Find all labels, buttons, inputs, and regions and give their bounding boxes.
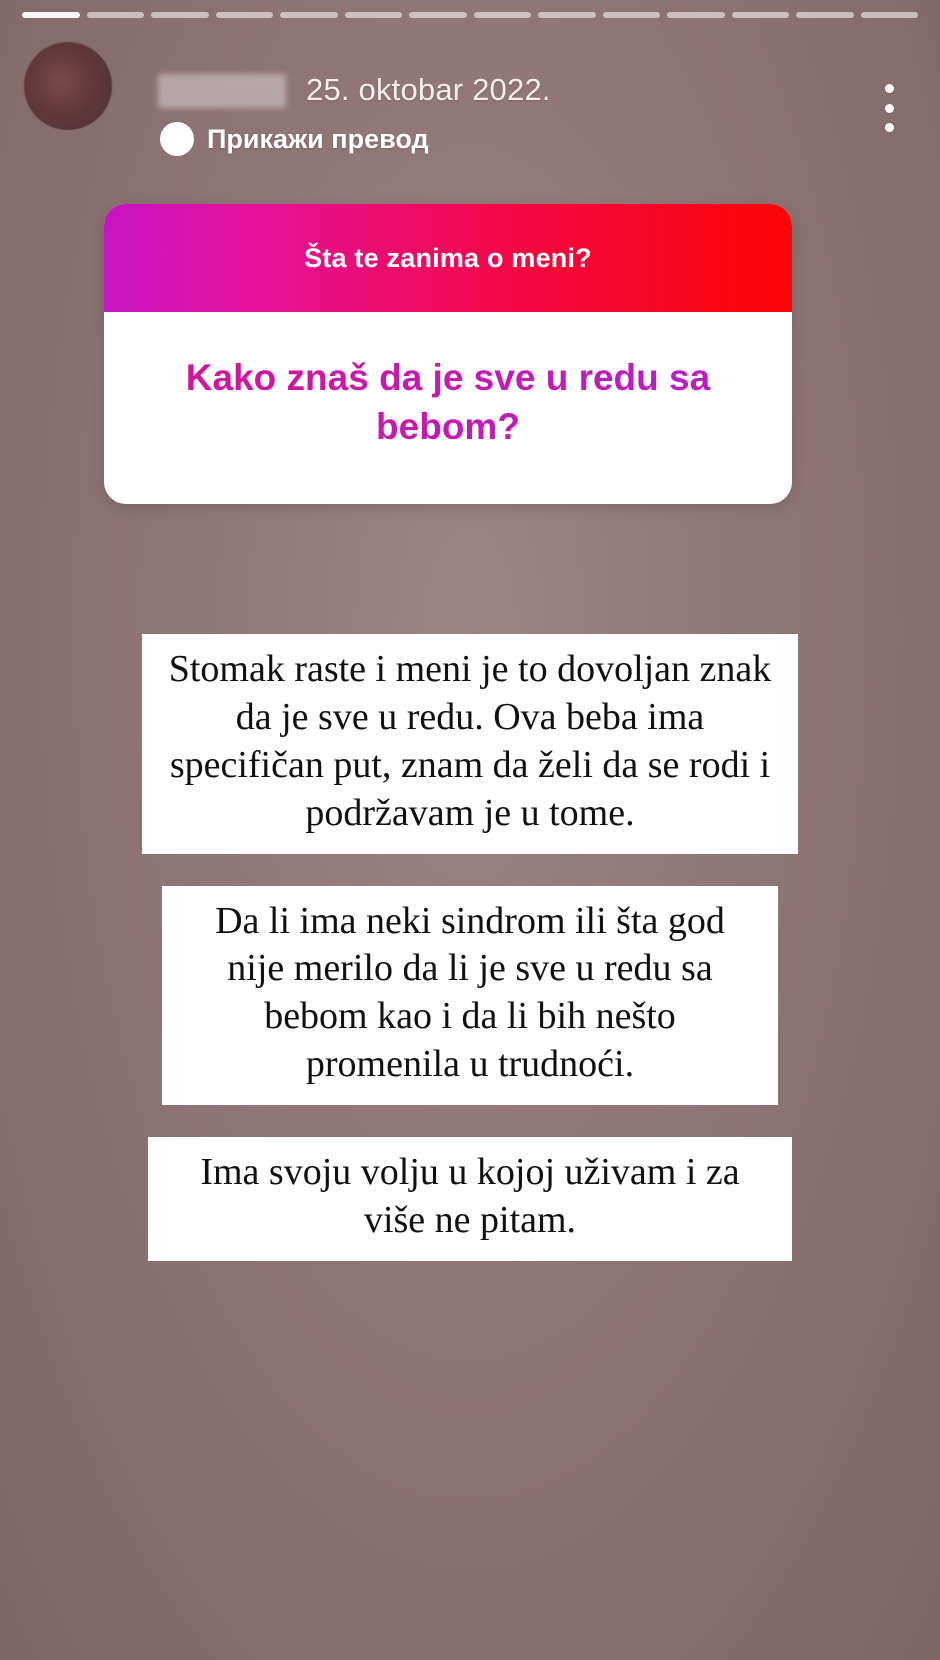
question-sticker-body — [104, 312, 792, 504]
username-label — [158, 74, 286, 108]
progress-segment[interactable] — [280, 12, 338, 18]
more-dot — [885, 123, 894, 132]
more-options-icon[interactable] — [884, 84, 894, 132]
avatar[interactable] — [24, 42, 112, 130]
show-translation-label: Прикажи превод — [207, 123, 429, 154]
progress-segment[interactable] — [22, 12, 80, 18]
more-dot — [885, 84, 894, 93]
answer-block: Stomak raste i meni je to dovoljan znak da je sve u redu. Ova beba ima specifičan put, znam da želi da se rodi i podržavam je u tome. — [142, 634, 798, 854]
story-header — [24, 36, 922, 154]
progress-segment[interactable] — [474, 12, 532, 18]
more-dot — [885, 104, 894, 113]
progress-segment[interactable] — [216, 12, 274, 18]
question-sticker-header — [104, 204, 792, 312]
progress-segment[interactable] — [603, 12, 661, 18]
progress-segment[interactable] — [667, 12, 725, 18]
story-progress-bar[interactable] — [22, 12, 918, 18]
question-sticker[interactable] — [104, 204, 792, 504]
answer-block: Da li ima neki sindrom ili šta god nije merilo da li je sve u redu sa bebom kao i da li bih nešto promenila u trudnoći. — [162, 886, 778, 1106]
answer-block: Ima svoju volju u kojoj uživam i za više ne pitam. — [148, 1137, 792, 1261]
progress-segment[interactable] — [538, 12, 596, 18]
question-prompt: Šta te zanima o meni? — [304, 242, 592, 273]
progress-segment[interactable] — [87, 12, 145, 18]
progress-segment[interactable] — [861, 12, 919, 18]
show-translation-button[interactable] — [160, 122, 429, 156]
story-timestamp: 25. oktobar 2022. — [306, 72, 551, 107]
answer-list — [0, 634, 940, 1261]
question-text: Kako znaš da je sve u redu sa bebom? — [150, 354, 746, 452]
progress-segment[interactable] — [409, 12, 467, 18]
progress-segment[interactable] — [345, 12, 403, 18]
progress-segment[interactable] — [151, 12, 209, 18]
translate-icon — [160, 122, 194, 156]
progress-segment[interactable] — [732, 12, 790, 18]
progress-segment[interactable] — [796, 12, 854, 18]
